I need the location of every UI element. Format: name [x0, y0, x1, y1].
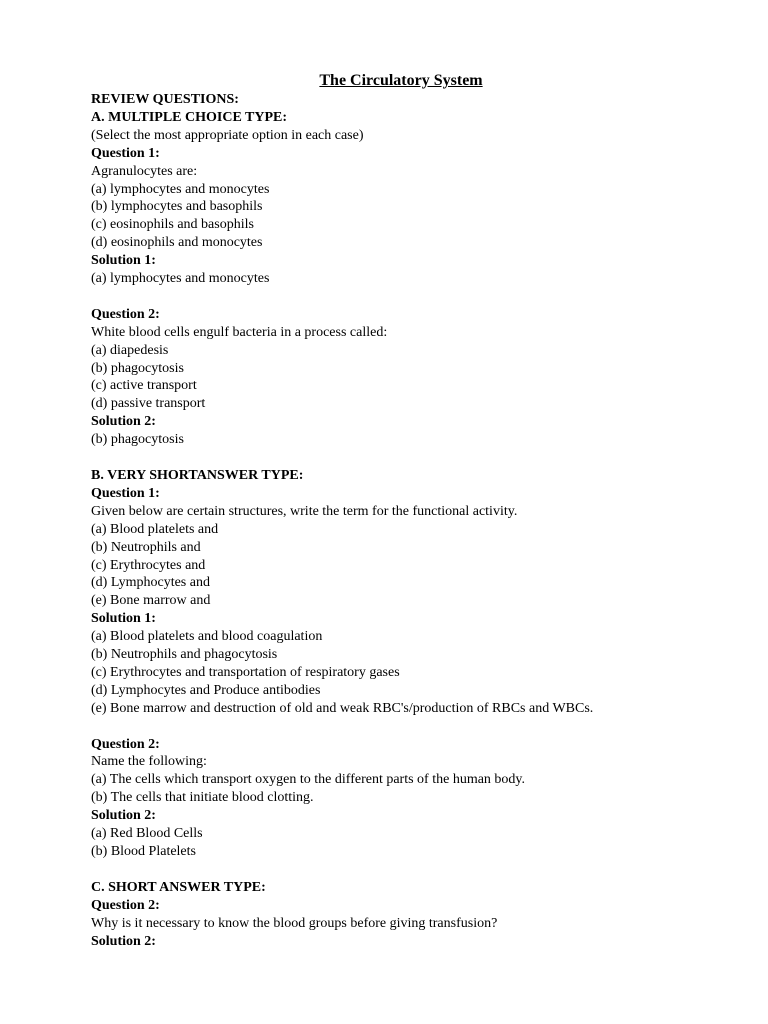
mcq-s2-text: (b) phagocytosis [91, 432, 184, 448]
vsa-heading: B. VERY SHORTANSWER TYPE: [91, 468, 304, 483]
vsa-s2-item: (b) Blood Platelets [91, 844, 196, 860]
mcq-s1-text: (a) lymphocytes and monocytes [91, 271, 270, 287]
vsa-s1-item: (e) Bone marrow and destruction of old and weak RBC's/production of RBCs and WBCs. [91, 700, 594, 716]
mcq-q1-option: (a) lymphocytes and monocytes [91, 181, 270, 197]
vsa-q2-label: Question 2: [91, 736, 160, 752]
vsa-q1-option: (d) Lymphocytes and [91, 575, 210, 591]
vsa-s1-item: (a) Blood platelets and blood coagulation [91, 629, 323, 645]
sa-q2-text: Why is it necessary to know the blood groups before giving transfusion? [91, 915, 498, 931]
page-title: The Circulatory System [319, 72, 483, 89]
mcq-s2-label: Solution 2: [91, 414, 156, 430]
mcq-s1-label: Solution 1: [91, 253, 156, 269]
mcq-q1-label: Question 1: [91, 145, 160, 161]
vsa-q1-option: (e) Bone marrow and [91, 593, 211, 609]
mcq-q1-option: (d) eosinophils and monocytes [91, 235, 263, 251]
vsa-s1-item: (c) Erythrocytes and transportation of respiratory gases [91, 664, 400, 680]
vsa-s1-label: Solution 1: [91, 611, 156, 627]
vsa-q1-option: (a) Blood platelets and [91, 521, 219, 537]
mcq-q1-text: Agranulocytes are: [91, 163, 198, 179]
vsa-q1-label: Question 1: [91, 485, 160, 501]
vsa-q1-option: (b) Neutrophils and [91, 539, 201, 555]
mcq-q2-option: (c) active transport [91, 378, 197, 394]
sa-s2-label: Solution 2: [91, 933, 156, 949]
review-heading: REVIEW QUESTIONS: [91, 92, 239, 107]
mcq-q2-option: (a) diapedesis [91, 342, 169, 358]
vsa-q2-option: (a) The cells which transport oxygen to the different parts of the human body. [91, 772, 526, 788]
mcq-q2-option: (b) phagocytosis [91, 360, 184, 376]
mcq-q2-text: White blood cells engulf bacteria in a process called: [91, 324, 388, 340]
sa-heading: C. SHORT ANSWER TYPE: [91, 879, 266, 895]
vsa-s2-item: (a) Red Blood Cells [91, 826, 203, 842]
mcq-q1-option: (c) eosinophils and basophils [91, 217, 254, 233]
mcq-heading: A. MULTIPLE CHOICE TYPE: [91, 109, 288, 125]
mcq-q1-option: (b) lymphocytes and basophils [91, 199, 263, 215]
vsa-q2-option: (b) The cells that initiate blood clotting. [91, 790, 314, 806]
mcq-q2-label: Question 2: [91, 306, 160, 322]
vsa-s2-label: Solution 2: [91, 808, 156, 824]
mcq-q2-option: (d) passive transport [91, 396, 206, 412]
vsa-s1-item: (b) Neutrophils and phagocytosis [91, 647, 278, 663]
sa-q2-label: Question 2: [91, 897, 160, 913]
vsa-s1-item: (d) Lymphocytes and Produce antibodies [91, 682, 321, 698]
vsa-q1-text: Given below are certain structures, write the term for the functional activity. [91, 503, 518, 519]
document-page [91, 71, 711, 950]
vsa-q2-text: Name the following: [91, 754, 207, 770]
vsa-q1-option: (c) Erythrocytes and [91, 557, 206, 573]
mcq-instruction: (Select the most appropriate option in each case) [91, 127, 364, 143]
